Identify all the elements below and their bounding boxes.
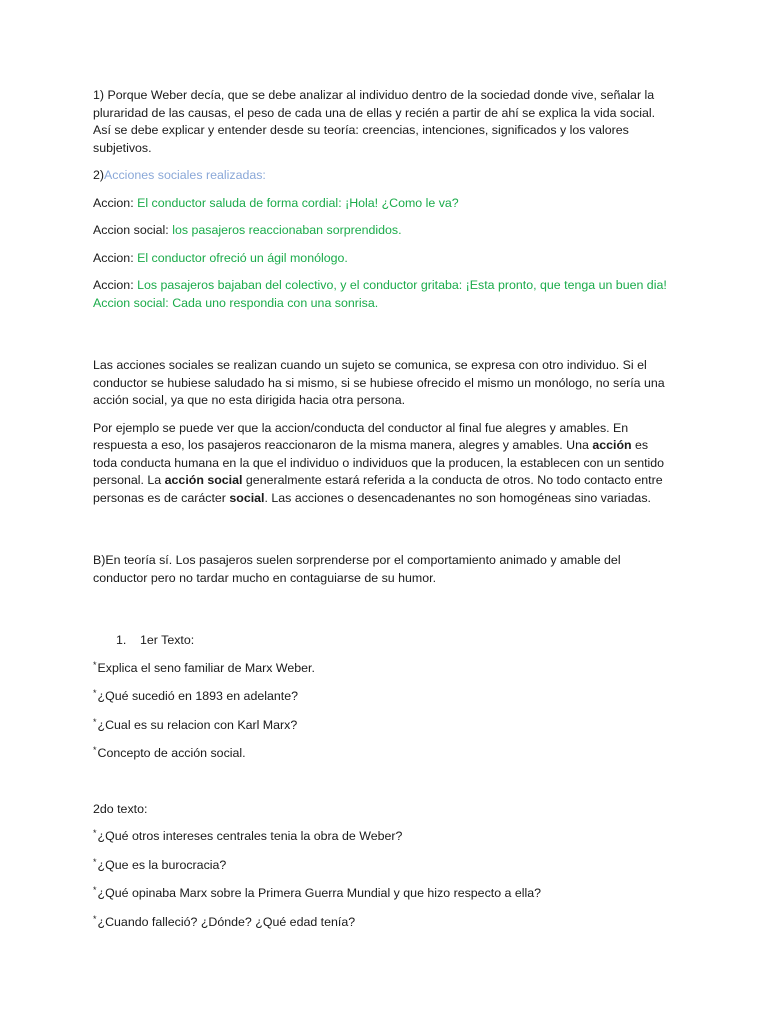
asterisk-icon: * [93,745,97,755]
text-run: Por ejemplo se puede ver que la accion/conducta del conductor al final fue alegres y amables. En respuesta a eso, los pasajeros reaccionaron de la misma manera, alegres y amables. Una [93,420,629,452]
action-label: Accion: [93,250,138,265]
list-item-text: 1er Texto: [140,633,195,647]
actions-heading [93,167,675,185]
question-text: ¿Cuando falleció? ¿Dónde? ¿Qué edad tenía? [97,914,356,929]
asterisk-icon: * [93,885,97,895]
list-number: 1. [116,633,127,647]
question-2-1 [93,828,675,847]
text-run: es toda conducta humana en la que el individuo o individuos que la producen, la establecen con un sentido personal. La [93,438,665,487]
action-line-2 [93,222,675,240]
action-label: Accion social: [93,223,173,237]
actions-heading-prefix: 2) [93,168,105,182]
question-text: ¿Cual es su relacion con Karl Marx? [97,717,298,732]
bold-run: social [229,490,265,505]
text2-title: 2do texto: [93,801,148,816]
question-text: ¿Que es la burocracia? [97,857,227,872]
asterisk-icon: * [93,659,97,670]
question-text: Explica el seno familiar de Marx Weber. [97,660,315,675]
action-line-1 [93,195,675,213]
paragraph-social-actions: Las acciones sociales se realizan cuando un sujeto se comunica, se expresa con otro individuo. Si el conductor se hubiese saludado ha si mismo, si se hubiese ofrecido el mismo un monólogo, no sería una acción social, ya que no esta dirigida hacia otra persona. [93,358,665,407]
question-1-2 [93,688,675,707]
bold-run: acción social [164,473,243,487]
question-1-1 [93,660,675,679]
numbered-item-1 [93,632,675,650]
action-label: Accion: [93,278,138,292]
question-text: Concepto de acción social. [97,746,246,760]
action-label: Accion: [93,195,138,210]
asterisk-icon: * [93,856,97,867]
action-text: El conductor saluda de forma cordial: ¡Hola! ¿Como le va? [137,195,459,210]
question-1-4 [93,745,675,764]
question-text: ¿Qué opinaba Marx sobre la Primera Guerra Mundial y que hizo respecto a ella? [97,886,542,900]
action-line-4 [93,277,675,312]
question-text: ¿Qué sucedió en 1893 en adelante? [97,689,298,703]
asterisk-icon: * [93,716,97,727]
question-2-3 [93,885,675,904]
bold-run: acción [592,438,632,452]
asterisk-icon: * [93,688,97,698]
actions-heading-text: Acciones sociales realizadas: [104,168,266,182]
asterisk-icon: * [93,913,97,924]
action-text: El conductor ofreció un ágil monólogo. [137,250,348,265]
action-text: Los pasajeros bajaban del colectivo, y el conductor gritaba: ¡Esta pronto, que tenga un buen dia! Accion social: Cada uno respondia con una sonrisa. [93,278,667,310]
asterisk-icon: * [93,828,97,838]
action-line-3 [93,250,675,268]
paragraph-b: B)En teoría sí. Los pasajeros suelen sorprenderse por el comportamiento animado y amable del conductor pero no tardar mucho en contaguiarse de su humor. [93,553,621,585]
paragraph-example [93,420,675,508]
action-text: los pasajeros reaccionaban sorprendidos. [172,223,402,237]
question-text: ¿Qué otros intereses centrales tenia la obra de Weber? [97,829,403,843]
text-run: . Las acciones o desencadenantes no son homogéneas sino variadas. [264,490,651,505]
text-run: generalmente estará referida a la conducta de otros. No todo contacto entre personas es de carácter [93,473,663,505]
question-2-4 [93,914,675,933]
question-2-2 [93,857,675,876]
document-body [93,87,675,942]
question-1-3 [93,717,675,736]
paragraph-weber: 1) Porque Weber decía, que se debe analizar al individuo dentro de la sociedad donde vive, señalar la pluraridad de las causas, el peso de cada una de ellas y recién a partir de ahí se explica la vida social. Así se debe explicar y entender desde su teoría: creencias, intenciones, significados y los valores subjetivos. [93,88,656,155]
